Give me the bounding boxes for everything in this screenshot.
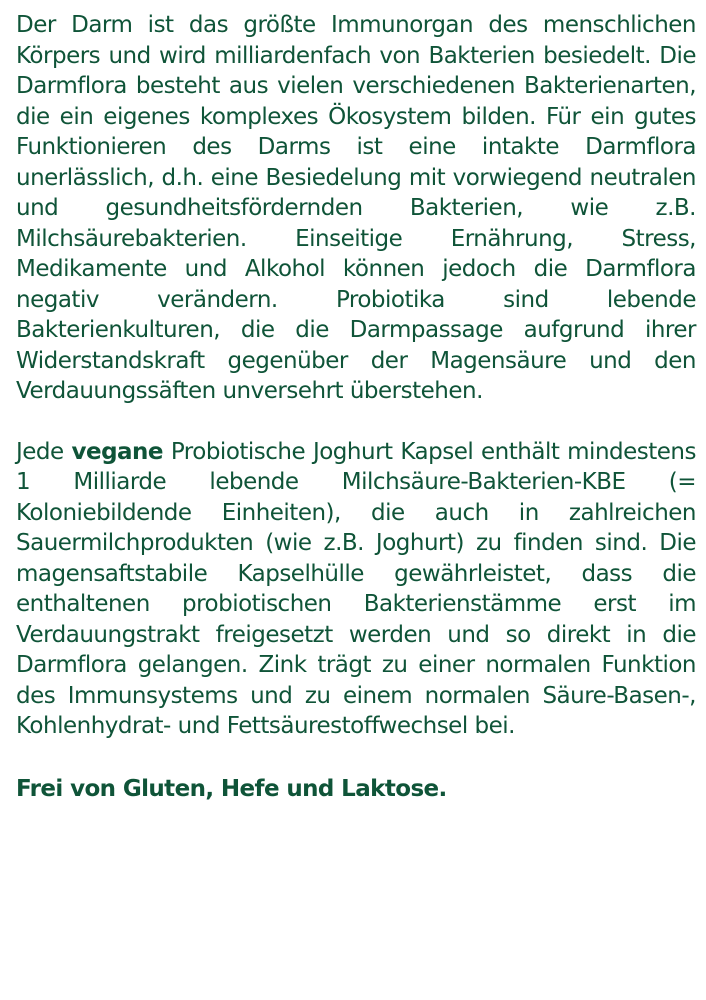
vegan-emphasis: vegane	[71, 438, 164, 465]
product-paragraph-prefix: Jede	[16, 438, 72, 465]
product-paragraph-rest: Probiotische Joghurt Kapsel enthält mindestens 1 Milliarde lebende Milchsäure-Bakterien-KBE (= Koloniebildende Einheiten), die auch in zahlreichen Sauermilchprodukten (wie z.B. Joghurt) zu finden sind. Die magensaftstabile Kapselhülle gewährleistet, dass die enthaltenen probiotischen Bakterienstämme erst im Verdauungstrakt freigesetzt werden und so direkt in die Darmflora gelangen. Zink trägt zu einer normalen Funktion des Immunsystems und zu einem normalen Säure-Basen-, Kohlenhydrat- und Fettsäurestoffwechsel bei.	[16, 438, 696, 739]
product-description	[16, 10, 696, 804]
allergen-free-statement: Frei von Gluten, Hefe und Laktose.	[16, 775, 447, 802]
intro-paragraph: Der Darm ist das größte Immunorgan des menschlichen Körpers und wird milliardenfach von Bakterien besiedelt. Die Darmflora besteht aus vielen verschiedenen Bakterienarten, die ein eigenes komplexes Ökosystem bilden. Für ein gutes Funktionieren des Darms ist eine intakte Darmflora unerlässlich, d.h. eine Besiedelung mit vorwiegend neutralen und gesundheitsfördernden Bakterien, wie z.B. Milchsäurebakterien. Einseitige Ernährung, Stress, Medikamente und Alkohol können jedoch die Darmflora negativ verändern. Probiotika sind lebende Bakterienkulturen, die die Darmpassage aufgrund ihrer Widerstandskraft gegenüber der Magensäure und den Verdauungssäften unversehrt überstehen.	[16, 12, 696, 404]
product-paragraph	[16, 437, 696, 742]
